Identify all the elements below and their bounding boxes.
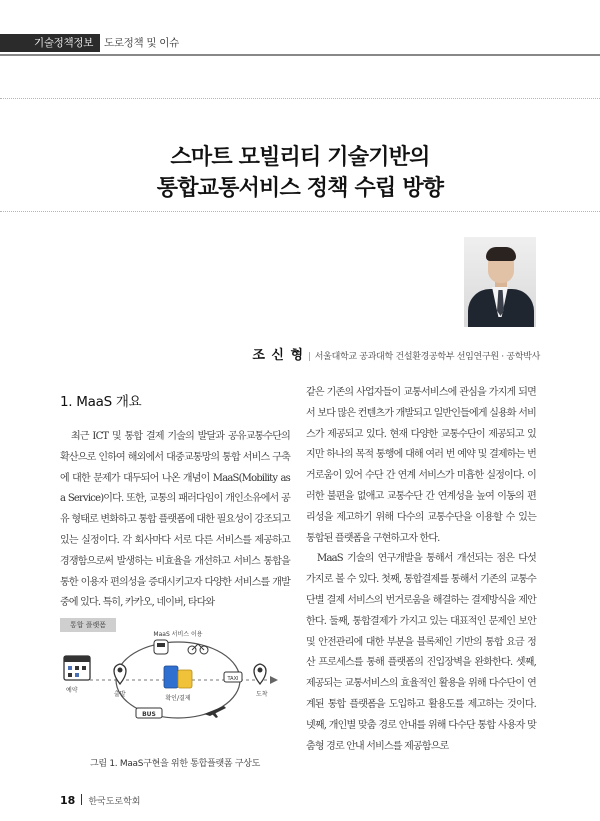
page-footer	[60, 794, 140, 807]
article-title	[0, 142, 600, 204]
author-affiliation: 서울대학교 공과대학 건설환경공학부 선임연구원 · 공학박사	[314, 352, 540, 362]
taxi-icon	[224, 672, 242, 682]
author-line: 조 신 형 | 서울대학교 공과대학 건설환경공학부 선임연구원 · 공학박사	[252, 348, 540, 363]
article-title-line2: 통합교통서비스 정책 수립 방향	[156, 176, 444, 201]
figure-tag: 통합 플랫폼	[60, 618, 116, 632]
right-column	[306, 387, 536, 757]
header-divider	[0, 54, 600, 56]
svg-text:BUS: BUS	[142, 711, 156, 718]
flow-arrow-icon	[270, 676, 278, 684]
figure-maas-platform	[60, 618, 290, 768]
step-depart-label: 출발	[114, 691, 126, 698]
train-icon	[154, 640, 168, 654]
calendar-icon	[64, 656, 90, 680]
article-title-line1: 스마트 모빌리티 기술기반의	[170, 145, 430, 170]
author-name: 조 신 형	[252, 348, 305, 363]
airplane-icon	[204, 706, 226, 718]
bus-icon	[136, 708, 162, 718]
step-reserve-label: 예약	[66, 687, 78, 694]
body-paragraph-continued: 같은 기존의 사업자들이 교통서비스에 관심을 가지게 되면서 보다 많은 컨텐츠가 개발되고 일반인들에게 실용화 서비스가 제공되고 있다. 현재 다양한 교통수단이 제공되고 있지만 하나의 목적 통행에 대해 여러 번 예약 및 결제하는 번거로움이 있어 수단 간 연계 서비스가 미흡한 실정이다. 이러한 불편을 없애고 교통수단 간 연계성을 높여 이동의 편리성을 제고하기 위해 다수의 교통수단을 이용할 수 있는 통합된 플랫폼을 구현하고자 한다.	[306, 387, 536, 544]
section-heading: 1. MaaS 개요	[60, 394, 142, 410]
step-arrive-label: 도착	[256, 691, 268, 698]
header-category: 기술정책정보	[0, 34, 100, 52]
figure-caption: 그림 1. MaaS구현을 위한 통합플랫폼 구상도	[89, 759, 260, 769]
maas-diagram	[60, 622, 290, 752]
service-label: MaaS 서비스 이용	[153, 631, 203, 638]
page-number: 18	[60, 794, 76, 807]
page-header	[0, 34, 600, 52]
header-section: 도로정책 및 이슈	[104, 37, 179, 49]
body-paragraph: 최근 ICT 및 통합 결제 기술의 발달과 공유교통수단의 확산으로 인하여 해외에서 대중교통망의 통합 서비스 구축에 대한 문제가 대두되어 나온 개념이 MaaS(Mobility as a Service)이다. 또한, 교통의 패러다임이 개인소유에서 공유 형태로 변화하고 통합 플랫폼에 대한 필요성이 강조되고 있는 실정이다. 각 회사마다 서로 다른 서비스를 제공하고 경쟁함으로써 발생하는 비효율을 개선하고 서비스 통합을 통한 이용자 편의성을 증대시키고자 다양한 서비스를 개발중에 있다. 특히, 카카오, 네이버, 타다와	[60, 431, 290, 609]
payment-phone-icon	[164, 666, 192, 688]
author-photo	[464, 237, 536, 327]
body-paragraph: MaaS 기술의 연구개발을 통해서 개선되는 점은 다섯 가지로 볼 수 있다. 첫째, 통합결제를 통해서 기존의 교통수단별 결제 서비스의 번거로움을 해결하는 결제방식을 제안한다. 둘째, 통합결제가 가지고 있는 대표적인 문제인 보안 및 안전관리에 대한 부분을 블록체인 기반의 통합 요금 정산 프로세스를 통해 플랫폼의 진입장벽을 완화한다. 셋째, 제공되는 교통서비스의 효율적인 활용을 위해 다수단이 연계된 통합 플랫폼을 도입하고 활용도를 제고하는 것이다. 넷째, 개인별 맞춤 경로 안내를 위해 다수단 통합 사용자 맞춤형 경로 안내 서비스를 제공함으로	[306, 553, 536, 752]
arrive-pin-icon	[254, 664, 266, 684]
step-pay-label: 확인/결제	[165, 695, 191, 702]
left-column	[60, 390, 290, 614]
svg-text:TAXI: TAXI	[227, 676, 239, 682]
publisher-name: 한국도로학회	[88, 797, 141, 807]
